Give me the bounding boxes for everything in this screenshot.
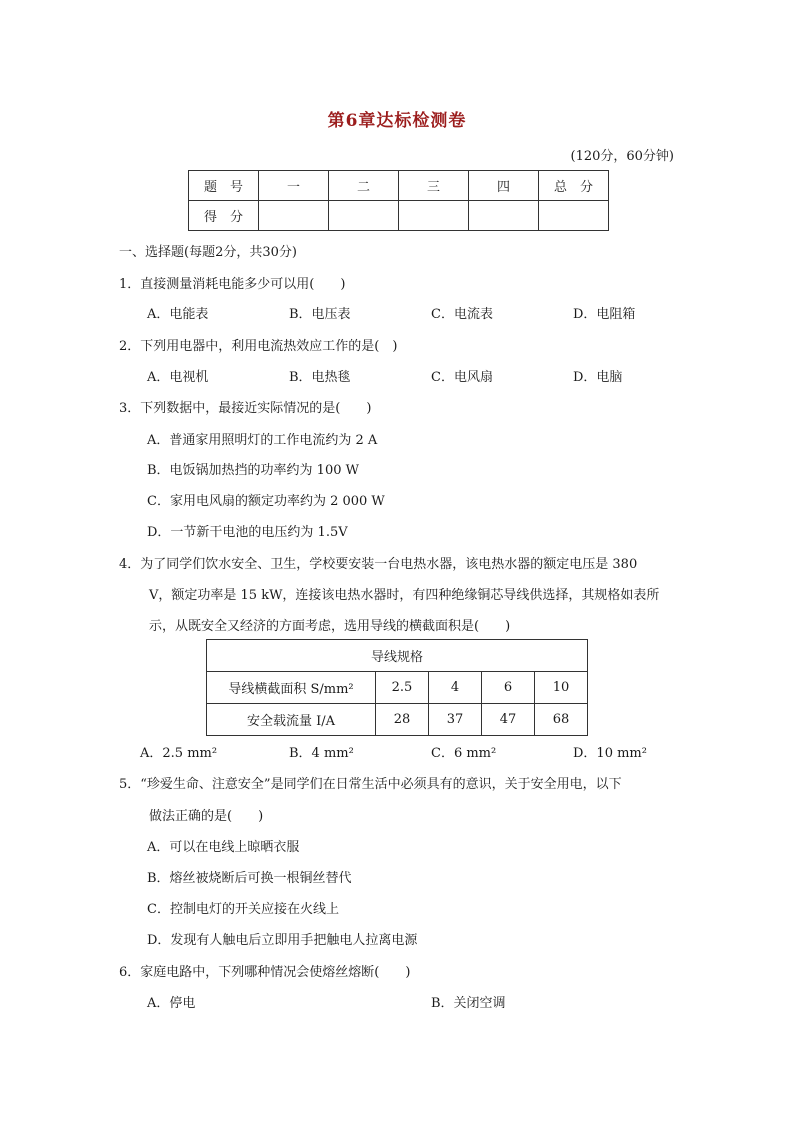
exam-meta: (120分，60分钟) <box>570 149 674 164</box>
option-b: B．电饭锅加热挡的功率约为 100 W <box>147 463 359 478</box>
score-header-cell: 三 <box>399 171 469 201</box>
table-cell: 47 <box>482 704 535 736</box>
score-header-cell: 四 <box>469 171 539 201</box>
option-d: D．10 mm² <box>573 746 647 761</box>
option-d: D．一节新干电池的电压约为 1.5V <box>147 525 348 540</box>
score-header-cell: 一 <box>259 171 329 201</box>
score-header-cell: 题 号 <box>189 171 259 201</box>
score-input-cell[interactable] <box>259 201 329 231</box>
table-row <box>189 201 609 231</box>
table-cell: 4 <box>429 672 482 704</box>
option-a: A．普通家用照明灯的工作电流约为 2 A <box>147 433 378 448</box>
option-b: B．电热毯 <box>289 370 351 385</box>
wire-spec-table <box>206 639 588 736</box>
option-b: B．4 mm² <box>289 746 354 761</box>
option-d: D．电阻箱 <box>573 307 636 322</box>
score-row-label: 得 分 <box>189 201 259 231</box>
score-input-cell[interactable] <box>399 201 469 231</box>
option-b: B．关闭空调 <box>431 996 506 1011</box>
table-cell: 37 <box>429 704 482 736</box>
question-stem: 2．下列用电器中，利用电流热效应工作的是( ) <box>119 339 398 354</box>
option-a: A．停电 <box>147 996 196 1011</box>
option-c: C．6 mm² <box>431 746 497 761</box>
score-header-cell: 总 分 <box>539 171 609 201</box>
option-b: B．电压表 <box>289 307 351 322</box>
table-cell: 2.5 <box>376 672 429 704</box>
option-c: C．家用电风扇的额定功率约为 2 000 W <box>147 494 385 509</box>
question-stem-line: 5．“珍爱生命、注意安全”是同学们在日常生活中必须具有的意识，关于安全用电，以下 <box>119 777 622 792</box>
question-stem-line: 示，从既安全又经济的方面考虑，选用导线的横截面积是( ) <box>149 619 511 634</box>
question-stem-line: 4．为了同学们饮水安全、卫生，学校要安装一台电热水器，该电热水器的额定电压是 380 <box>119 557 638 572</box>
question-stem-line: V，额定功率是 15 kW，连接该电热水器时，有四种绝缘铜芯导线供选择，其规格如表所 <box>149 588 660 603</box>
score-header-cell: 二 <box>329 171 399 201</box>
option-c: C．电风扇 <box>431 370 493 385</box>
question-stem: 6．家庭电路中，下列哪种情况会使熔丝熔断( ) <box>119 965 411 980</box>
table-row <box>207 704 588 736</box>
table-cell: 68 <box>535 704 588 736</box>
option-c: C．电流表 <box>431 307 493 322</box>
table-row <box>207 672 588 704</box>
table-row <box>207 640 588 672</box>
table-row-label: 导线横截面积 S/mm² <box>207 672 376 704</box>
question-stem: 3．下列数据中，最接近实际情况的是( ) <box>119 401 372 416</box>
option-a: A．可以在电线上晾晒衣服 <box>147 840 300 855</box>
score-table <box>188 170 609 231</box>
option-a: A．电能表 <box>147 307 209 322</box>
question-stem-line: 做法正确的是( ) <box>149 809 264 824</box>
table-cell: 6 <box>482 672 535 704</box>
section-title: 一、选择题(每题2分，共30分) <box>119 245 297 260</box>
option-b: B．熔丝被烧断后可换一根铜丝替代 <box>147 871 352 886</box>
option-d: D．电脑 <box>573 370 623 385</box>
table-cell: 28 <box>376 704 429 736</box>
option-c: C．控制电灯的开关应接在火线上 <box>147 902 339 917</box>
table-row <box>189 171 609 201</box>
question-stem: 1．直接测量消耗电能多少可以用( ) <box>119 277 346 292</box>
score-input-cell[interactable] <box>329 201 399 231</box>
option-d: D．发现有人触电后立即用手把触电人拉离电源 <box>147 933 418 948</box>
table-cell: 10 <box>535 672 588 704</box>
table-row-label: 安全载流量 I/A <box>207 704 376 736</box>
score-input-cell[interactable] <box>469 201 539 231</box>
option-a: A．2.5 mm² <box>140 746 218 761</box>
option-a: A．电视机 <box>147 370 209 385</box>
page-title: 第6章达标检测卷 <box>327 111 467 131</box>
table-caption: 导线规格 <box>207 640 588 672</box>
score-input-cell[interactable] <box>539 201 609 231</box>
